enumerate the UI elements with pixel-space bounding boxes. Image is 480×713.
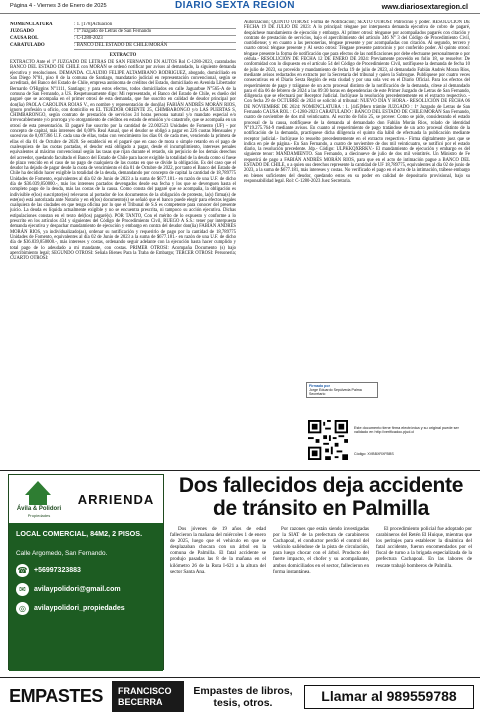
section-divider [0, 677, 480, 678]
website-link[interactable]: www.diariosextaregion.cl [381, 2, 468, 11]
rental-ad [8, 474, 164, 670]
ad-details [9, 523, 163, 671]
ad-owner-last: BECERRA [118, 696, 163, 707]
notice-body-right: Autorización; QUINTO OTROSI: Forma de Notificación; SEXTO OTROSI: Patrocinio y poder. RESOLUCIÓN DE FECHA 19 DE JULIO DE 2023: A lo principal: téngase por interpuesta demanda ejecutiva de cobro de pagaré, despáchese mandamiento de ejecución y embargo. Al primer otrosí: ténganse por acompañados pagarés con citación y contrato de prestación de servicios, bajo el apercibimiento del artículo 346 N° 3 del Código de Procedimiento Civil, custódiense; y en cuanto a las personerías, téngase presente y por acompañadas con citación. Al segundo, tercero y cuarto otrosí: téngase presente y Al sexto otrosí: Téngase presente patrocinio y por conferido poder. Al quinto otrosí: téngase presente la forma de notificación que para efectos de las notificaciones por debe efectuarse personalmente o por cédula.- RESOLUCIÓN DE FECHA 12 DE ENERO DE 2024: Previamente proveído en folio 18, se resuelve: De conformidad con lo dispuesto en el artículo 54 del Código de Procedimiento Civil, notifíquese la demanda de fecha 10 de julio de 2023, su proveído y mandamiento de fecha 19 de julio de 2023, al demandado Fabián Andrés Moran Rios, mediante avisos redactados en extracto por la Secretaria del tribunal y quien la Subrogue. Publíquese por cuatro veces consecutivas en el Diario Sexta Región de esta ciudad y por una sola vez en el Diario Oficial. Para los efectos del requerimiento de pago y tráiganse de un acto procesal distinto de la notificación de la demanda, cítese al demandado para el día 06 de febrero de 2024 a las 09:30 horas en dependencias de este Primer Juzgado de Letras de San Fernando, diligencia que se efectuará por Receptor Judicial. Inclúyase la resolución precedentemente en el extracto respectivo. - Con fecha 29 de OCTUBRE de 2024 se solicitó al tribunal: NUEVO DÍA Y HORA.- RESOLUCIÓN DE FECHA 06 DE NOVIEMBRE DE 2024: NOMENCLATURA : 1. [445]Mero trámite JUZGADO : 1º Juzgado de Letras de San Fernando CAUSA ROL : C-1280-2023 CARATULADO : BANCO DEL ESTADO DE CHILE/MORÁN San Fernando, cuatro de noviembre de dos mil veinticuatro. Al escrito de folio 25, se provee: Como se pide, considerando el estado procesal de la causa, notifíquese de la demanda al demandado don Fabián Morán Rios, rolado de identidad N°19.275.764-9 mediante avisos. En cuanto al requerimiento de pago tratándose de un acto procesal distinto de la notificación de la demanda, practíquese dicha diligencia el quinto día hábil de efectuada la publicación mediante receptor judicial.- Inclúyase lo resuelto precedentemente en el extracto respectivo.- Firma digitalmente juez que se indica en pie de página.- En San Fernando, a cuatro de noviembre de dos mil veinticuatro, se notificó por el estado diario, la resolución precedente. Jdp.- Código: ULPKKQXRRKV.- El mandamiento de ejecución y embargo es del siguiente tenor: MANDAMIENTO. San Fernando, a diecinueve de julio de dos mil veintitrés. Un Ministro de Fe requerirá de pago a FABIÁN ANDRÉS MORÁN RIOS, para que en el acto de intimación pague a BANCO DEL ESTADO DE CHILE, o a quien sus derechos represente la cantidad de UF 18,789775, equivalentes al día 02 de junio de 2023, a la suma de $677.181, más intereses y costas. No verificado el pago en el acto de la intimación, trábese embargo en bienes suficientes del deudor, quedando estos en su poder en calidad de depositario provisional, bajo su responsabilidad legal. Rol: C-1280-2023 Juez Secretaria. [244, 20, 470, 184]
meta-value: : 1º Juzgado de Letras de San Fernando [74, 29, 236, 36]
qr-caption: Este documento tiene firma electrónica y su original puede ser validado en http://verificadoc.pjud.cl [354, 426, 459, 435]
ad-owner [112, 681, 184, 712]
badge-role: Secretario [309, 392, 326, 396]
newspaper-name: DIARIO SEXTA REGIÓN [175, 0, 295, 11]
phone-icon: ☎ [17, 566, 28, 575]
ad-heading: ARRIENDA [77, 491, 155, 507]
section-divider [0, 470, 480, 471]
signature-block [306, 378, 470, 466]
realty-logo [9, 475, 69, 523]
instagram-icon: ◎ [16, 602, 29, 615]
ad-service: Empastes de libros, tesis, otros. [193, 684, 293, 709]
meta-key: CARATULADO [10, 43, 45, 49]
ad-phone[interactable]: +56997323883 [34, 567, 81, 574]
news-article [170, 474, 472, 670]
house-roof-icon [25, 481, 51, 495]
ad-email[interactable]: avilaypolidori@gmail.com [34, 586, 121, 593]
meta-value: : BANCO DEL ESTADO DE CHILE/MORÁN [74, 43, 236, 50]
notice-metadata [10, 22, 236, 50]
ad-owner-first: FRANCISCO [118, 685, 172, 696]
ad-address: Calle Argomedo, San Fernando. [16, 550, 108, 557]
meta-value: : 1. [178]Actuación [74, 22, 236, 29]
meta-key: JUZGADO [10, 29, 34, 35]
legal-notice-right [244, 20, 470, 400]
meta-key: NOMENCLATURA [10, 22, 53, 27]
article-column-2: Por razones que están siendo investigadas por la SIAT de la prefectura de carabineros Cachapoal, el conductor perdió el control del vehículo saliéndose de la pista de circulación, para luego chocar con el árbol. Producto del fuerte impacto, el chofer y su acompañante, ambos domiciliados en el sector, fallecieron en forma instantánea. [273, 526, 369, 575]
ad-instagram[interactable]: avilaypolidori_propiedades [34, 605, 125, 612]
article-column-3: El procedimiento policial fue adoptado por carabineros del Retén El Huique, mientras que los peritajes para establecer la dinámica del fatal accidente, fueron encomendados por el fiscal de turno a la brigada especializada de la prefectura Cachapoal. En las labores de rescate trabajó bomberos de Palmilla. [376, 526, 472, 569]
notice-body-left: EXTRACTO Ante el 1° JUZGADO DE LETRAS DE SAN FERNANDO EN AUTOS Rol C-1280-2023, caratulados BANCO DEL ESTADO DE CHILE con MORÁN se ordenó notificar por avisos al demandado, la siguiente demanda ejecutiva y resoluciones. DEMANDA. CLAUDIO FELIPE ALTAMIRANO RODRIGUEZ, abogado, domiciliado en San Diego N°81, piso 8 de la comuna de Santiago, mandatario judicial en representación convencional, según se acreditará, del Banco del Estado de Chile, empresa autónoma de créditos del Estado, domiciliado en Avenida Libertador Bernardo O'Higgins N°1111, Santiago; y para estos efectos, todos domiciliados en calle Jaguarbue N°565-A de la comuna de San Fernando, a US. Respetuosamente digo: Mi representado, el Banco del Estado de Chile, es dueño del pagaré que se acompaña en el primer otrosí de esta demanda, que fue suscrito en calidad de deudor principal por don(ña) PAOLA CAROLINA ROJAS V., en nombre y representación de don(ña) FABIÁN ANDRÉS MORÁN RIOS, ignoro profesión u oficio, con domicilio en EL TEJEDOR ORIENTE 25, CHIMBARONGO y/o LAS PUERTAS S, CHIMBARONGO, según contrato de prestación de servicios 24 horas persona natural y/o mandato especial e/o irrevocablemente y/o prorroga y/o otorgamiento de créditos en estado de emisión y/o catastrofe, que se acompaña en un otrosí de esta presentación. El pagaré fue suscrito por la cantidad de 22.002523 Unidades de Fomento (UF) - por concepto de capital, más intereses del 0,00% Real Anual, que el deudor se obligó a pagar en 226 cuotas Mensuales y sucesivas de 0,097366 U.F. cada una de ellas, todas con vencimiento los días 01 de cada mes, venciendo la primera de ellas el día 01 de Octubre de 2020. Se estableció en el pagaré que en caso de mora o simple retardo en el pago de cualesquiera de las cuotas pactadas, el deudor está obligado a pagar, desde el incumplimiento, intereses penales equivalentes al máximo convencional según las tasas que rijan durante el retardo, sin perjuicio de los demás derechos del acreedor, quedando facultado el Banco del Estado de Chile para hacer exigible la totalidad de la deuda como si fuese de plazo vencido en el caso de no pago de cualquiera de las cuotas en que se divide la obligación. Es del caso que el deudor ha dejado de pagar desde la cuota de vencimiento el día 01 de Octubre de 2022, por tanto el Banco del Estado de Chile ha decidido hacer exigible la totalidad de la deuda, demandando por concepto de capital la cantidad de 18,789775 Unidades de Fomento, equivalentes al día 02 de Junio de 2023 a la suma de $677.181.- en razón de una U.F. de dicho día de $36.039,850000.-, más los intereses pactados devengados desde esa fecha y los que se devenguen hasta el completo pago de la deuda, más las costas de la causa. Como consta del pagaré que se acompaña, la obligación es indivisible e(los) suscriptor(es) relevaron al portador de los documentos de la obligación de protesto, la(s) firma(s) de este(os) está autorizada ante Notario y en el(los) documento(s) se señaló que el banco puede elegir para efectos legales cualquiera de las ciudades en que tenga oficina por lo que el Tribunal de S.S es competente para conocer del presente juicio. La deuda es líquida actualmente exigible y no se encuentra prescrita, ni tampoco su acción ejecutiva. Dichas estipulaciones constan en el texto del(los) pagaré(s). POR TANTO, Con el mérito de lo expuesto y conforme a lo prescrito en los artículos 434 y siguientes del Código de Procedimiento Civil, RUEGO A S.S.: tener por interpuesta demanda ejecutiva y despachar mandamiento de ejecución y embargo en contra del deudor don(ña) FABIÁN ANDRÉS MORÁN RIOS, ya individualizado(as), ordenar su notificación y requerirlo de pago por la cantidad de 18,789775 Unidades de Fomento, equivalentes al día 02 de Junio de 2023 a la suma de $677.181.- en razón de una U.F. de dicho día de $36.039,850000.-, más intereses y costas, ordenando seguir adelante con la ejecución hasta hacer cumplido y total pago de lo adeudado a mi mandante, con costas. PRIMER OTROSI: Acompaña Documento (s) bajo apercibimiento legal; SEGUNDO OTROSI: Señala Bienes Para la Traba de Embargo; TERCER OTROSI: Personería; CUARTO OTROSI: [10, 60, 236, 262]
page-header [0, 0, 480, 14]
ad-brand: EMPASTES [9, 686, 103, 706]
house-icon [29, 494, 47, 505]
ad-instagram-row[interactable] [16, 602, 156, 615]
realty-brand: Ávila & Polidori [16, 506, 62, 512]
bookbinding-ad [0, 680, 480, 713]
badge-name: Jorge Eduardo Sepúlveda Palma [309, 388, 362, 392]
signature-badge [306, 382, 378, 398]
email-icon: ✉ [16, 583, 29, 596]
qr-code-icon [308, 420, 348, 460]
page-info: Página 4 - Viernes 3 de Enero de 2025 [10, 3, 107, 9]
article-column-1: Dos jóvenes de 19 años de edad fallecieron la mañana del miércoles 1 de enero de 2025, luego que el vehículo en que se desplazaban chocara con un árbol en la comuna de Palmilla. El fatal accidente se produjo pasadas las 8 de la mañana en el kilómetro 26 de la Ruta I-621 a la altura del sector Santa Ana. [170, 526, 266, 575]
ad-property: LOCAL COMERCIAL, 84M2, 2 PISOS. [16, 529, 143, 538]
meta-value: : C-1280-2023 [74, 36, 236, 43]
article-headline: Dos fallecidos deja accidente de tránsito en Palmilla [178, 474, 464, 520]
badge-label: Firmado por [309, 384, 330, 388]
side-code [300, 378, 303, 466]
verification-code: Código: XVBBXRXFBBS [354, 452, 394, 456]
ad-email-row[interactable] [16, 583, 156, 596]
meta-key: CAUSA ROL [10, 36, 39, 42]
notice-title: EXTRACTO [109, 52, 137, 58]
ad-call[interactable]: Llamar al 989559788 [304, 685, 474, 709]
ad-phone-row[interactable] [16, 564, 156, 577]
legal-notice-left [10, 22, 236, 462]
realty-brand-sub: Propiedades [27, 513, 51, 518]
